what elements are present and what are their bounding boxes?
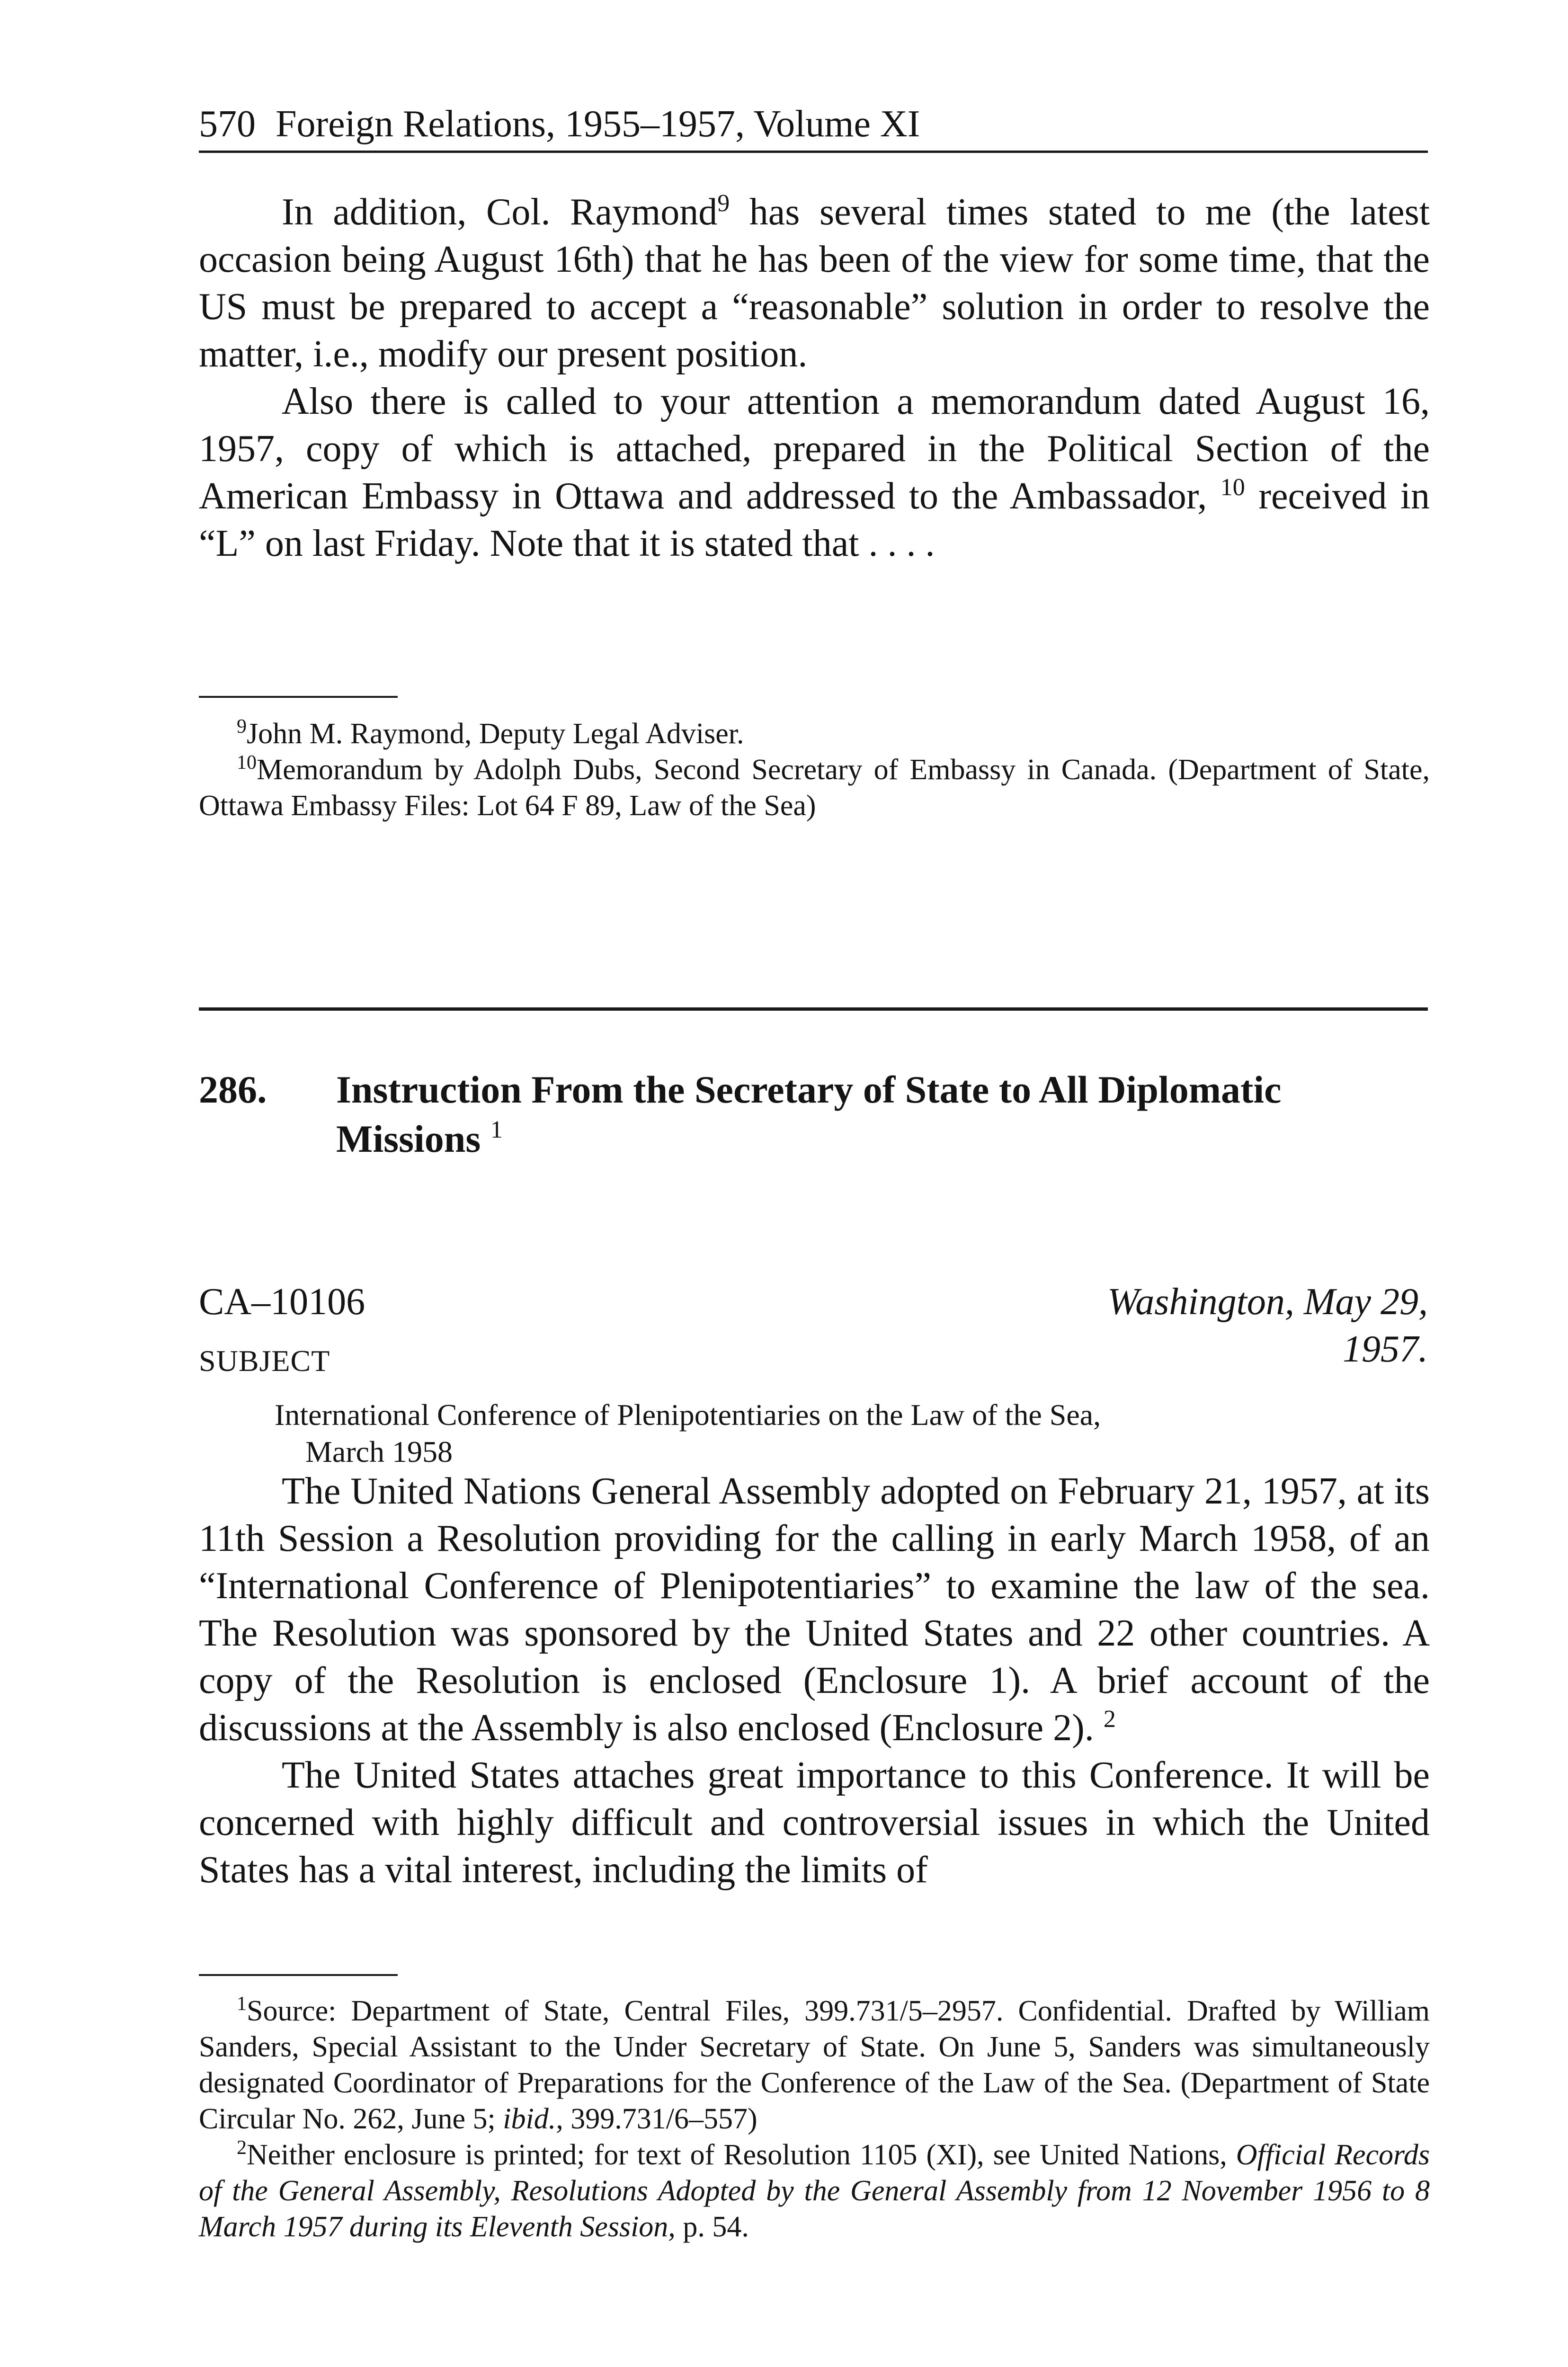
footnote-ref: 10 bbox=[1220, 474, 1245, 501]
place-and-date: Washington, May 29, 1957. bbox=[1107, 1281, 1428, 1370]
footnote: $^2$Neither enclosure is printed; for text of Resolution 1105 (XI), see United Nations, Official Records of the General Assembly, Resolutions Adopted by the General Assembly from 12 November 1956 to 8 March 1957 during its Eleventh Session, p. 54. bbox=[199, 2137, 1430, 2243]
body-paragraph: The United States attaches great importance to this Conference. It will be concerned with highly difficult and controversial issues in which the United States has a vital interest, including the limits of bbox=[199, 1754, 1430, 1891]
continued-body-text bbox=[199, 188, 1430, 567]
footnote: $^9$John M. Raymond, Deputy Legal Adviser. bbox=[237, 716, 744, 750]
footnotes-bottom bbox=[199, 1993, 1430, 2245]
running-head-title: Foreign Relations, 1955–1957, Volume XI bbox=[276, 103, 920, 145]
document-id: CA–10106 bbox=[199, 1281, 365, 1323]
footnote-ref: 9 bbox=[717, 190, 730, 217]
footnotes-top bbox=[199, 716, 1430, 824]
footnote: $^{10}$Memorandum by Adolph Dubs, Second Secretary of Embassy in Canada. (Department of State, Ottawa Embassy Files: Lot 64 F 89, Law of the Sea) bbox=[199, 752, 1430, 822]
body-paragraph: Also there is called to your attention a memorandum dated August 16, 1957, copy of which is attached, prepared in the Political Section of the American Embassy in Ottawa and addressed to the Ambassador, $^{10}$ received in “L” on last Friday. Note that it is stated that . . . . bbox=[199, 381, 1430, 564]
running-head bbox=[199, 100, 1430, 148]
subject-text: International Conference of Plenipotentiaries on the Law of the Sea, March 1958 bbox=[275, 1398, 1101, 1468]
document-number: 286. bbox=[199, 1068, 267, 1111]
subject-label: SUBJECT bbox=[199, 1344, 330, 1378]
document-body-text bbox=[199, 1468, 1430, 1894]
footnote-ref: 1 bbox=[490, 1116, 503, 1143]
page-number: 570 bbox=[199, 103, 256, 145]
section-divider bbox=[199, 1007, 1428, 1011]
footnote-ref: 2 bbox=[1103, 1706, 1116, 1733]
footnote-rule bbox=[199, 1974, 398, 1976]
body-paragraph: In addition, Col. Raymond$^9$ has several times stated to me (the latest occasion being August 16th) that he has been of the view for some time, that the US must be prepared to accept a “reasonable” solution in order to resolve the matter, i.e., modify our present position. bbox=[199, 190, 1430, 375]
document-title: Instruction From the Secretary of State to All Diplomatic Missions $^1$ bbox=[336, 1068, 1282, 1160]
footnote-rule bbox=[199, 696, 398, 698]
body-paragraph: The United Nations General Assembly adopted on February 21, 1957, at its 11th Session a Resolution providing for the calling in early March 1958, of an “International Conference of Plenipotentiaries” to examine the law of the sea. The Resolution was sponsored by the United States and 22 other countries. A copy of the Resolution is enclosed (Enclosure 1). A brief account of the discussions at the Assembly is also enclosed (Enclosure 2). $^2$ bbox=[199, 1470, 1430, 1749]
footnote: $^1$Source: Department of State, Central Files, 399.731/5–2957. Confidential. Drafted by William Sanders, Special Assistant to the Under Secretary of State. On June 5, Sanders was simultaneously designated Coordinator of Preparations for the Conference of the Law of the Sea. (Department of State Circular No. 262, June 5; ibid., 399.731/6–557) bbox=[199, 1993, 1430, 2135]
running-head-rule bbox=[199, 151, 1428, 153]
